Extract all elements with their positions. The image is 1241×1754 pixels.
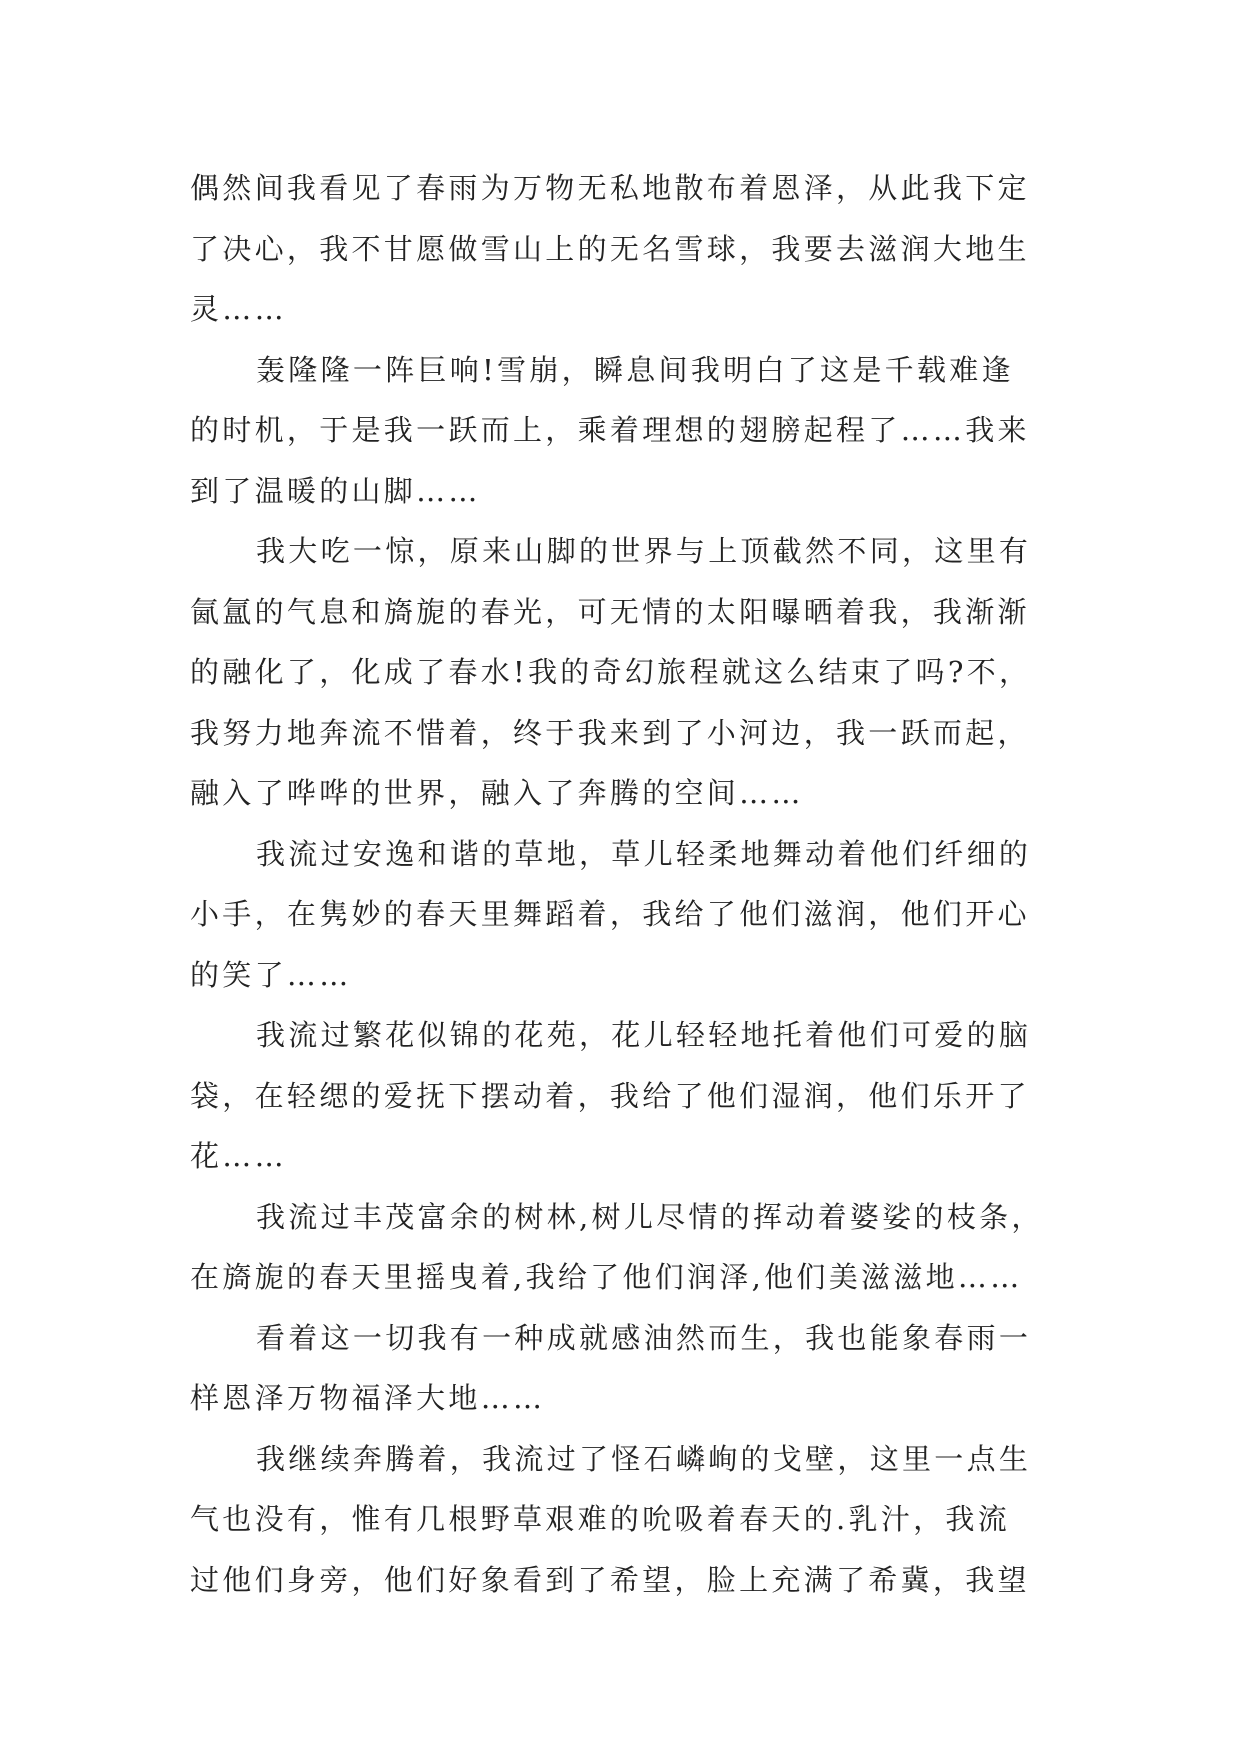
- paragraph-first-line: 我流过安逸和谐的草地，草儿轻柔地舞动着他们纤细的: [256, 836, 1032, 871]
- paragraph-first-line: 轰隆隆一阵巨响!雪崩，瞬息间我明白了这是千载难逢: [256, 352, 1014, 387]
- paragraph-first-line: 看着这一切我有一种成就感油然而生，我也能象春雨一: [256, 1320, 1032, 1355]
- text-line: 我努力地奔流不惜着，终于我来到了小河边，我一跃而起，: [190, 715, 1030, 750]
- text-line: 的时机，于是我一跃而上，乘着理想的翅膀起程了……我来: [190, 413, 1030, 447]
- text-line: 花……: [190, 1139, 287, 1173]
- text-line: 融入了哗哗的世界，融入了奔腾的空间……: [190, 776, 804, 810]
- text-line: 了决心，我不甘愿做雪山上的无名雪球，我要去滋润大地生: [190, 231, 1030, 266]
- text-line: 灵……: [190, 292, 287, 326]
- text-line: 到了温暖的山脚……: [190, 473, 481, 508]
- text-line: 小手，在隽妙的春天里舞蹈着，我给了他们滋润，他们开心: [190, 897, 1030, 931]
- text-line: 气也没有，惟有几根野草艰难的吮吸着春天的.乳汁，我流: [190, 1502, 1011, 1536]
- text-line: 过他们身旁，他们好象看到了希望，脸上充满了希冀，我望: [190, 1562, 1030, 1597]
- text-line: 的笑了……: [190, 957, 352, 992]
- text-line: 的融化了，化成了春水!我的奇幻旅程就这么结束了吗?不，: [190, 655, 1032, 689]
- body-text: [190, 158, 1056, 1610]
- text-line: 在旖旎的春天里摇曳着,我给了他们润泽,他们美滋滋地……: [190, 1260, 1023, 1294]
- text-line: 袋，在轻缌的爱抚下摆动着，我给了他们湿润，他们乐开了: [190, 1078, 1030, 1113]
- text-line: 样恩泽万物福泽大地……: [190, 1381, 546, 1415]
- paragraph-first-line: 我流过丰茂富余的树林,树儿尽情的挥动着婆娑的枝条，: [256, 1199, 1044, 1234]
- text-line: 偶然间我看见了春雨为万物无私地散布着恩泽，从此我下定: [190, 171, 1030, 205]
- paragraph-first-line: 我大吃一惊，原来山脚的世界与上顶截然不同，这里有: [256, 534, 1032, 568]
- paragraph-first-line: 我流过繁花似锦的花苑，花儿轻轻地托着他们可爱的脑: [256, 1018, 1032, 1052]
- text-line: 氤氲的气息和旖旎的春光，可无情的太阳曝晒着我，我渐渐: [190, 594, 1030, 629]
- paragraph-first-line: 我继续奔腾着，我流过了怪石嶙峋的戈壁，这里一点生: [256, 1441, 1032, 1476]
